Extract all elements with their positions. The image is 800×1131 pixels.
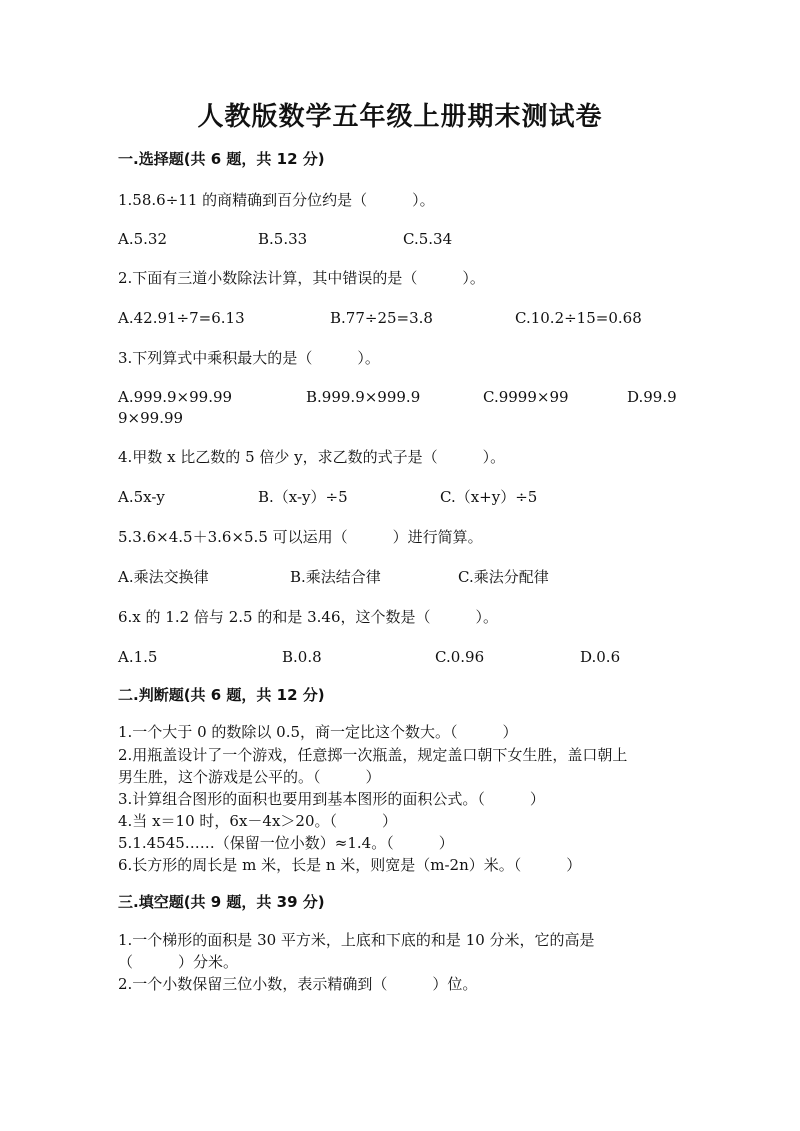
option-c: C.9999×99 [483,388,569,406]
option-a: A.乘法交换律 [118,568,209,586]
option-c: C.10.2÷15=0.68 [515,309,642,327]
page-title: 人教版数学五年级上册期末测试卷 [197,102,603,132]
option-a: A.5x-y [118,488,165,506]
option-c: C.（x+y）÷5 [440,488,538,506]
option-c: C.5.34 [403,230,453,248]
list-item: 1.一个大于 0 的数除以 0.5，商一定比这个数大。（ ） [118,723,518,741]
option-b: B.77÷25=3.8 [330,309,433,327]
option-a: A.999.9×99.99 [118,388,233,406]
option-a: A.1.5 [118,648,158,666]
question-stem: 2.下面有三道小数除法计算，其中错误的是（ ）。 [118,269,485,287]
list-item: 3.计算组合图形的面积也要用到基本图形的面积公式。（ ） [118,790,545,808]
list-item: 5.1.4545……（保留一位小数）≈1.4。（ ） [118,834,454,852]
question-stem: 6.x 的 1.2 倍与 2.5 的和是 3.46，这个数是（ ）。 [118,608,498,626]
section-heading-choice: 一.选择题(共 6 题，共 12 分) [118,150,325,168]
section-heading-judgement: 二.判断题(共 6 题，共 12 分) [118,686,325,704]
question-stem: 3.下列算式中乘积最大的是（ ）。 [118,349,380,367]
question-stem: 1.58.6÷11 的商精确到百分位约是（ ）。 [118,191,435,209]
option-d: D.0.6 [580,648,621,666]
list-item: （ ）分米。 [118,953,239,971]
list-item: 2.一个小数保留三位小数，表示精确到（ ）位。 [118,975,478,993]
option-c: C.0.96 [435,648,485,666]
list-item: 1.一个梯形的面积是 30 平方米，上底和下底的和是 10 分米，它的高是 [118,931,595,949]
option-b: B.5.33 [258,230,308,248]
list-item: 男生胜，这个游戏是公平的。（ ） [118,768,381,786]
option-d-continued: 9×99.99 [118,409,184,427]
option-b: B.（x-y）÷5 [258,488,348,506]
option-a: A.42.91÷7=6.13 [118,309,245,327]
option-b: B.乘法结合律 [290,568,381,586]
list-item: 4.当 x＝10 时，6x－4x＞20。（ ） [118,812,397,830]
option-c: C.乘法分配律 [458,568,549,586]
option-b: B.999.9×999.9 [306,388,421,406]
list-item: 2.用瓶盖设计了一个游戏，任意掷一次瓶盖，规定盖口朝下女生胜，盖口朝上 [118,746,628,764]
section-heading-fill-in: 三.填空题(共 9 题，共 39 分) [118,893,325,911]
list-item: 6.长方形的周长是 m 米，长是 n 米，则宽是（m-2n）米。（ ） [118,856,582,874]
option-a: A.5.32 [118,230,167,248]
question-stem: 4.甲数 x 比乙数的 5 倍少 y，求乙数的式子是（ ）。 [118,448,506,466]
question-stem: 5.3.6×4.5＋3.6×5.5 可以运用（ ）进行简算。 [118,528,483,546]
option-d: D.99.9 [627,388,677,406]
option-b: B.0.8 [282,648,322,666]
